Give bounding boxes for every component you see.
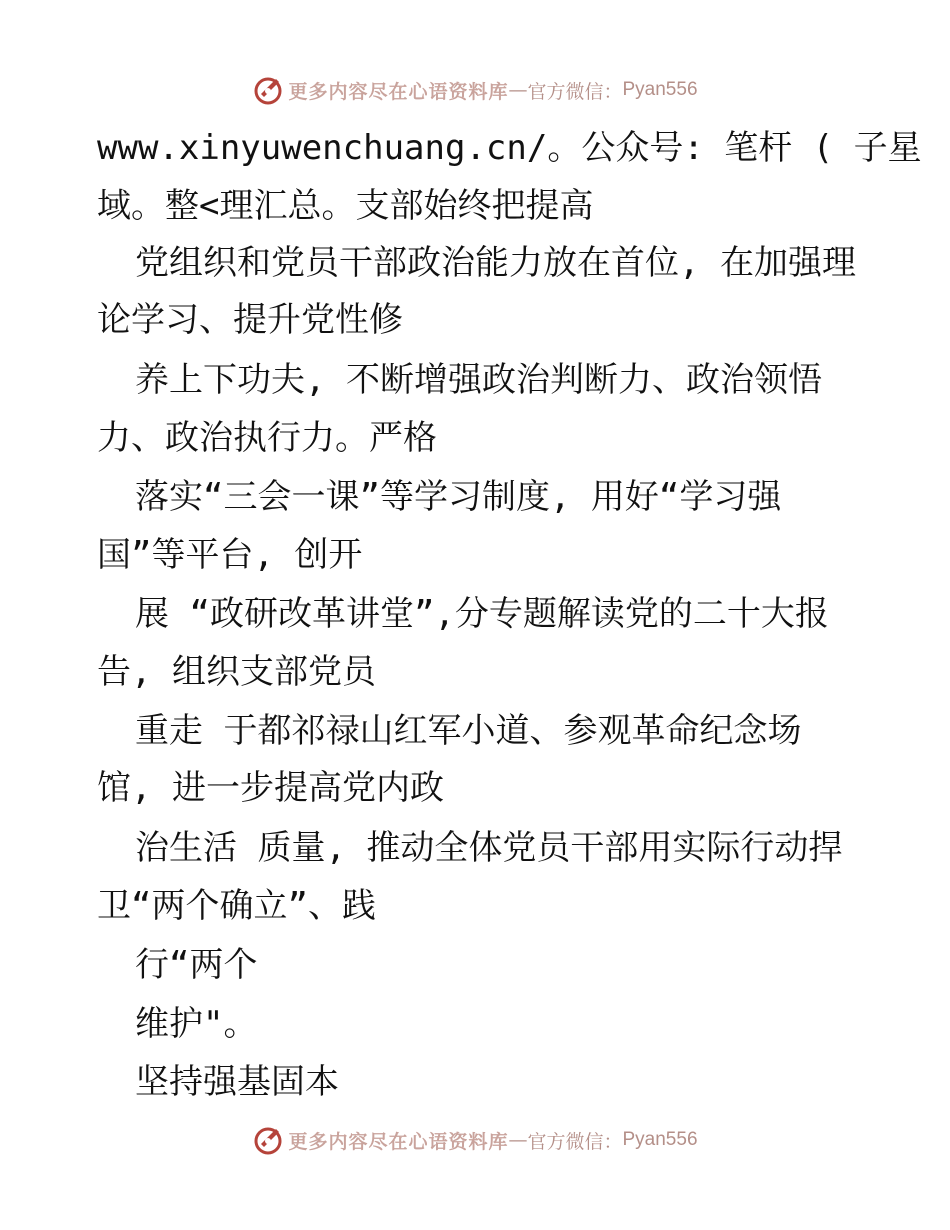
text-line: 域。整<理汇总。支部始终把提高 bbox=[97, 186, 594, 226]
header-watermark-banner bbox=[0, 70, 950, 110]
text-line: 党组织和党员干部政治能力放在首位, 在加强理 bbox=[135, 243, 856, 283]
text-line: 论学习、提升党性修 bbox=[97, 300, 403, 340]
banner-title: 更多内容尽在心语资料库 bbox=[288, 80, 509, 103]
banner-dash: — bbox=[508, 1129, 528, 1151]
text-line: 展 “政研改革讲堂”,分专题解读党的二十大报 bbox=[135, 594, 829, 634]
text-line: 告, 组织支部党员 bbox=[97, 652, 376, 692]
banner-wechat-label: 官方微信： bbox=[527, 1130, 623, 1153]
footer-watermark-banner bbox=[0, 1120, 950, 1160]
text-line: 坚持强基固本 bbox=[135, 1062, 339, 1102]
text-line: 维护"。 bbox=[135, 1004, 258, 1044]
text-line: 落实“三会一课”等学习制度, 用好“学习强 bbox=[135, 477, 782, 517]
banner-dash: — bbox=[508, 79, 528, 101]
text-line: 力、政治执行力。严格 bbox=[97, 418, 437, 458]
text-line: 养上下功夫, 不断增强政治判断力、政治领悟 bbox=[135, 360, 822, 400]
text-line: 重走 于都祁禄山红军小道、参观革命纪念场 bbox=[135, 711, 802, 751]
banner-wechat-id: Pyan556 bbox=[622, 79, 698, 100]
banner-wechat-label: 官方微信： bbox=[527, 80, 623, 103]
text-line: 治生活 质量, 推动全体党员干部用实际行动捍 bbox=[135, 828, 843, 868]
text-line: www.xinyuwenchuang.cn/。公众号: 笔杆 ( 子星 bbox=[97, 128, 922, 168]
text-line: 馆, 进一步提高党内政 bbox=[97, 768, 444, 808]
pen-logo-icon bbox=[252, 74, 284, 106]
text-line: 行“两个 bbox=[135, 945, 258, 985]
pen-logo-icon bbox=[252, 1124, 284, 1156]
banner-title: 更多内容尽在心语资料库 bbox=[288, 1130, 509, 1153]
text-line: 国”等平台, 创开 bbox=[97, 535, 363, 575]
banner-wechat-id: Pyan556 bbox=[622, 1129, 698, 1150]
text-line: 卫“两个确立”、践 bbox=[97, 886, 376, 926]
